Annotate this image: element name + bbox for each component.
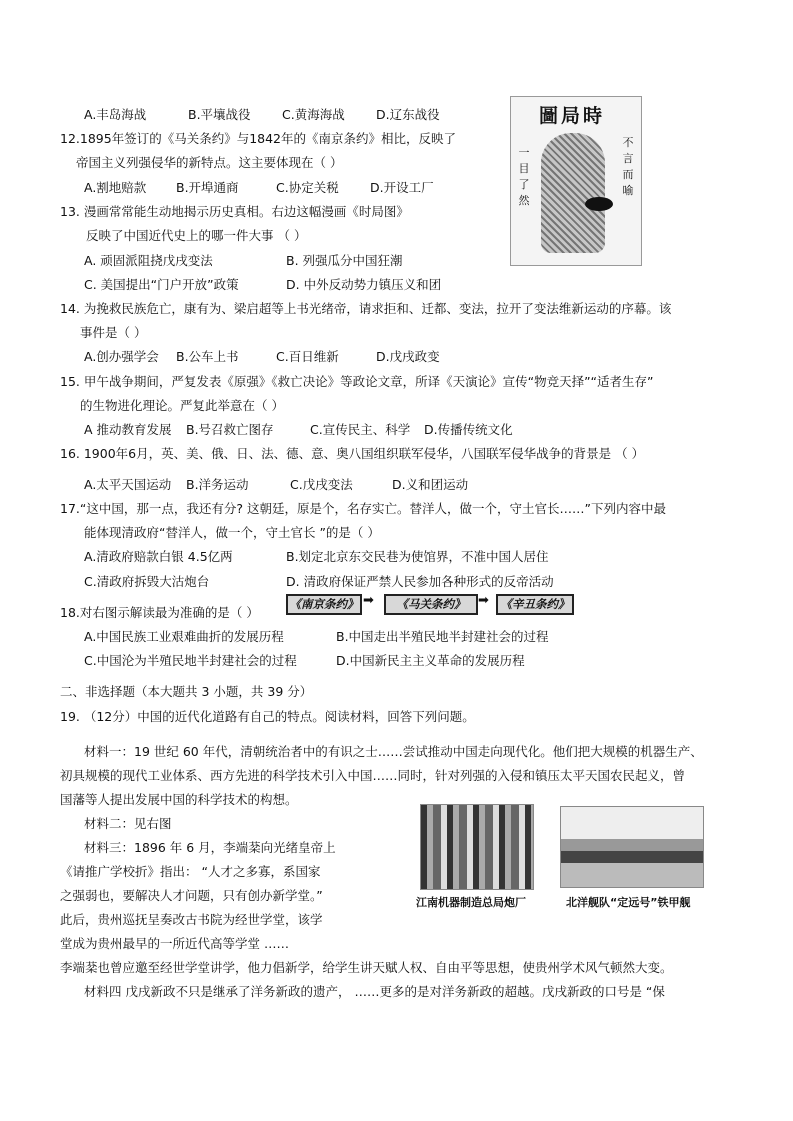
q16-option-a: A.太平天国运动 [84, 477, 172, 492]
q18-option-a: A.中国民族工业艰难曲折的发展历程 [84, 629, 284, 644]
treaty-box-maguan: 《马关条约》 [384, 594, 478, 615]
q17-option-d: D. 清政府保证严禁人民参加各种形式的反帝活动 [286, 574, 554, 589]
q19-material1-line3: 国藩等人提出发展中国的科学技术的构想。 [60, 792, 298, 807]
q17-option-a: A.清政府赔款白银 4.5亿两 [84, 549, 233, 564]
q16-option-c: C.戊戌变法 [290, 477, 353, 492]
q19-material1-line2: 初具规模的现代工业体系、西方先进的科学技术引入中国……同时，针对列强的入侵和镇压太平天国农民起义，曾 [60, 768, 686, 783]
q12-stem-line1: 12.1895年签订的《马关条约》与1842年的《南京条约》相比，反映了 [60, 131, 457, 146]
q17-stem-line1: 17.“这中国，那一点，我还有分? 这朝廷，原是个，名存实亡。替洋人，做一个，守土官长……”下列内容中最 [60, 501, 666, 516]
cartoon-side-caption-right: 不言而喻 [622, 136, 634, 197]
q19-material2: 材料二：见右图 [84, 816, 172, 831]
q17-stem-line2: 能体现清政府“替洋人，做一个，守土官长 ”的是（ ） [84, 525, 380, 540]
cartoon-title: 圖局時 [539, 105, 606, 127]
q14-option-b: B.公车上书 [176, 349, 239, 364]
q14-stem-line1: 14. 为挽救民族危亡，康有为、梁启超等上书光绪帝，请求拒和、迁都、变法，拉开了变法维新运动的序幕。该 [60, 301, 672, 316]
q17-option-c: C.清政府拆毁大沽炮台 [84, 574, 210, 589]
q12-option-d: D.开设工厂 [370, 180, 434, 195]
q18-option-d: D.中国新民主主义革命的发展历程 [336, 653, 525, 668]
q19-material3-line2: 《请推广学校折》指出： “人才之多寡，系国家 [60, 864, 321, 879]
dingyuan-ironclad-photo [560, 806, 704, 888]
q14-option-c: C.百日维新 [276, 349, 339, 364]
q11-option-c: C.黄海海战 [282, 107, 345, 122]
q19-material4-line1: 材料四 戊戌新政不只是继承了洋务新政的遗产， ……更多的是对洋务新政的超越。戊戌新政的口号是 “保 [84, 984, 665, 999]
q14-option-d: D.戊戌政变 [376, 349, 440, 364]
q13-option-b: B. 列强瓜分中国狂潮 [286, 253, 403, 268]
q12-option-c: C.协定关税 [276, 180, 339, 195]
q19-material3-line1: 材料三：1896 年 6 月，李端棻向光绪皇帝上 [84, 840, 336, 855]
q12-option-a: A.割地赔款 [84, 180, 147, 195]
photo1-caption: 江南机器制造总局炮厂 [416, 896, 526, 909]
jiangnan-arsenal-photo [420, 804, 534, 890]
q19-material3-line6: 李端棻也曾应邀至经世学堂讲学，他力倡新学，给学生讲天赋人权、自由平等思想，使贵州学术风气顿然大变。 [60, 960, 673, 975]
q15-stem-line1: 15. 甲午战争期间，严复发表《原强》《救亡决论》等政论文章，所译《天演论》宣传“物竞天择”“适者生存” [60, 374, 654, 389]
q15-stem-line2: 的生物进化理论。严复此举意在（ ） [80, 398, 284, 413]
q15-option-c: C.宣传民主、科学 [310, 422, 411, 437]
q11-option-a: A.丰岛海战 [84, 107, 147, 122]
q14-option-a: A.创办强学会 [84, 349, 159, 364]
cartoon-side-caption-left: 一目了然 [518, 146, 530, 207]
q19-material3-line4: 此后，贵州巡抚呈奏改古书院为经世学堂，该学 [60, 912, 323, 927]
q15-option-b: B.号召救亡图存 [186, 422, 274, 437]
q13-option-d: D. 中外反动势力镇压义和团 [286, 277, 442, 292]
q12-option-b: B.开埠通商 [176, 180, 239, 195]
q16-stem-line1: 16. 1900年6月，英、美、俄、日、法、德、意、奥八国组织联军侵华，八国联军侵华战争的背景是 （ ） [60, 446, 645, 461]
q15-option-d: D.传播传统文化 [424, 422, 513, 437]
q19-material3-line3: 之强弱也，要解决人才问题，只有创办新学堂。” [60, 888, 323, 903]
q12-stem-line2: 帝国主义列强侵华的新特点。这主要体现在（ ） [76, 155, 343, 170]
q19-material3-line5: 堂成为贵州最早的一所近代高等学堂 …… [60, 936, 289, 951]
q13-stem-line2: 反映了中国近代史上的哪一件大事 （ ） [86, 228, 307, 243]
q16-option-b: B.洋务运动 [186, 477, 249, 492]
photo2-caption: 北洋舰队“定远号”铁甲舰 [566, 896, 691, 909]
q18-option-c: C.中国沦为半殖民地半封建社会的过程 [84, 653, 297, 668]
shiju-tu-cartoon-image [510, 96, 642, 266]
q13-option-c: C. 美国提出“门户开放”政策 [84, 277, 239, 292]
q11-option-d: D.辽东战役 [376, 107, 440, 122]
section-heading-non-choice: 二、非选择题（本大题共 3 小题，共 39 分） [60, 684, 313, 699]
q17-option-b: B.划定北京东交民巷为使馆界，不准中国人居住 [286, 549, 549, 564]
q18-option-b: B.中国走出半殖民地半封建社会的过程 [336, 629, 549, 644]
q13-option-a: A. 顽固派阻挠戊戌变法 [84, 253, 213, 268]
q14-stem-line2: 事件是（ ） [80, 325, 147, 340]
treaty-box-nanjing: 《南京条约》 [286, 594, 362, 615]
q15-option-a: A 推动教育发展 [84, 422, 172, 437]
q19-material1-line1: 材料一：19 世纪 60 年代，清朝统治者中的有识之士……尝试推动中国走向现代化。他们把大规模的机器生产、 [84, 744, 703, 759]
q13-stem-line1: 13. 漫画常常能生动地揭示历史真相。右边这幅漫画《时局图》 [60, 204, 409, 219]
cartoon-blot-illustration [585, 197, 613, 211]
q19-intro: 19. （12分）中国的近代化道路有自己的特点。阅读材料，回答下列问题。 [60, 709, 475, 724]
cartoon-figure-illustration [541, 133, 605, 253]
q16-option-d: D.义和团运动 [392, 477, 469, 492]
right-arrow-icon: ➡ [478, 593, 489, 608]
q18-stem-line1: 18.对右图示解读最为准确的是（ ） [60, 605, 259, 620]
treaty-box-xinchou: 《辛丑条约》 [496, 594, 574, 615]
right-arrow-icon: ➡ [363, 593, 374, 608]
q11-option-b: B.平壤战役 [188, 107, 251, 122]
